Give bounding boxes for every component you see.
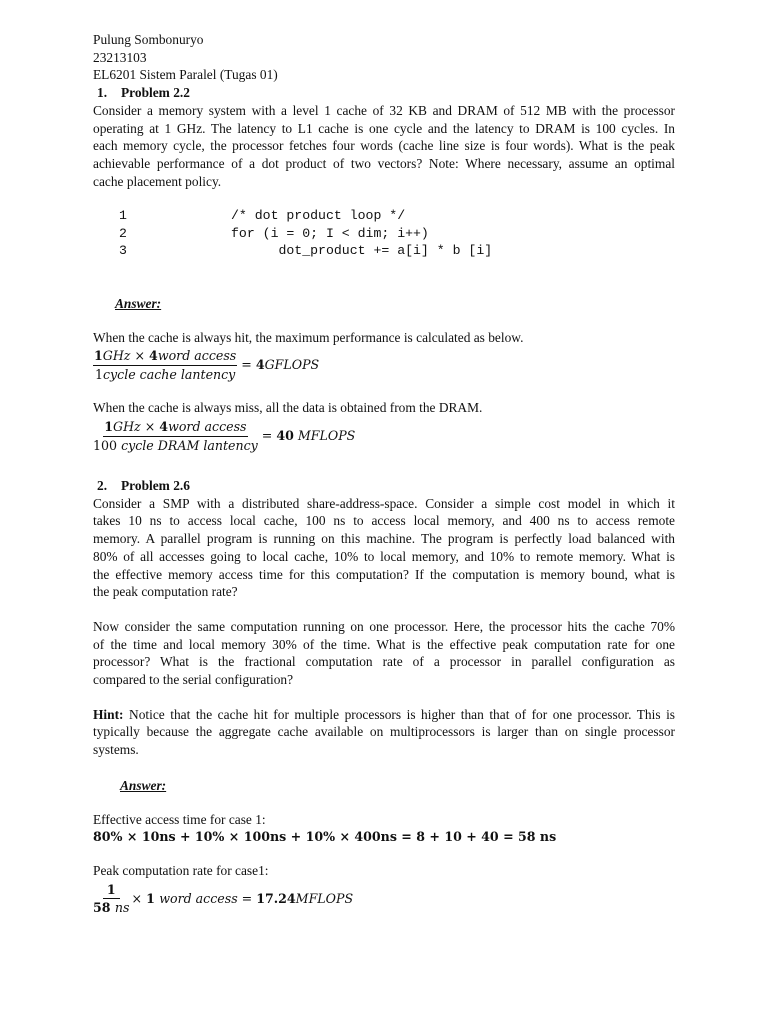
problem-2-single-processor [93, 618, 675, 689]
document-page [93, 31, 675, 918]
answer-label: Answer: [120, 777, 167, 793]
cache-miss-text: When the cache is always miss, all the data is obtained from the DRAM. [93, 400, 483, 416]
statement-line: Consider a SMP with a distributed share-address-space. Consider a simple cost model in which it [93, 495, 675, 511]
problem-1-heading [97, 84, 675, 102]
cache-miss-equation: $\frac{\text{1GHz × 4word access}}{\text{100 cycle DRAM lantency}}$ = 40 MFLOPS [93, 418, 356, 453]
answer-label: Answer: [115, 295, 162, 311]
code-line [119, 225, 675, 242]
problem-1-title: Problem 2.2 [121, 85, 190, 101]
hint-line: Hint: Notice that the cache hit for multiple processors is higher than that of for one processor. This is [93, 706, 675, 722]
case1-time-label: Effective access time for case 1: [93, 811, 266, 827]
statement-line: Consider a memory system with a level 1 cache of 32 KB and DRAM of 512 MB with the processor [93, 102, 675, 118]
hint-line: typically because the aggregate cache available on multiprocessors is larger than on single processor [93, 724, 675, 740]
problem-1-number: 1. [97, 85, 108, 101]
statement-line: the peak computation rate? [93, 584, 238, 600]
hint-label: Hint: [93, 706, 124, 722]
statement-line: 80% of all accesses going to local cache, 10% to local memory, and 10% to remote memory. What is [93, 548, 675, 564]
statement-line: memory. A parallel program is running on this machine. The program is perfectly load balanced with [93, 531, 675, 547]
statement-line: cache placement policy. [93, 173, 222, 189]
code-line-number: 3 [119, 242, 127, 258]
course-title: EL6201 Sistem Paralel (Tugas 01) [93, 67, 278, 83]
statement-line: each memory cycle, the processor fetches four words (cache line size is four words). What is the peak [93, 138, 675, 154]
problem-2-statement [93, 495, 675, 601]
problem-2-number: 2. [97, 478, 108, 494]
code-line-text: dot_product += a[i] * b [i] [231, 242, 493, 258]
cache-hit-text: When the cache is always hit, the maximum performance is calculated as below. [93, 329, 524, 345]
code-line-number: 1 [119, 208, 127, 224]
statement-line: Now consider the same computation running on one processor. Here, the processor hits the cache 70% [93, 618, 675, 634]
code-listing [93, 207, 675, 259]
student-id: 23213103 [93, 49, 147, 65]
problem-2-heading [97, 477, 675, 495]
statement-line: processor? What is the fractional computation rate of a processor in parallel configuration as [93, 654, 675, 670]
statement-line: compared to the serial configuration? [93, 672, 294, 688]
hint-line: systems. [93, 742, 139, 758]
case1-rate-equation: $\frac{1}{58 ns}$ × 1 word access = 17.24MFLOPS [93, 881, 354, 915]
case1-time-equation: 80% × 10ns + 10% × 100ns + 10% × 400ns = 8 + 10 + 40 = 58 ns [93, 829, 557, 845]
author-name: Pulung Sombonuryo [93, 32, 204, 47]
cache-hit-fraction: $\frac{\text{1GHz × 4word access}}{\text{1cycle cache lantency}}$ [94, 347, 237, 382]
problem-2-title: Problem 2.6 [121, 478, 190, 494]
statement-line: operating at 1 GHz. The latency to L1 cache is one cycle and the latency to DRAM is 100 cycles. In [93, 120, 675, 136]
statement-line: the effective memory access time for this computation? If the computation is memory bound, what is [93, 566, 675, 582]
statement-line: of the time and local memory 30% of the time. What is the effective peak computation rate for one [93, 636, 675, 652]
statement-line: takes 10 ns to access local cache, 100 ns to access local memory, and 400 ns to access remote [93, 513, 675, 529]
problem-1-statement [93, 102, 675, 191]
code-line-text: /* dot product loop */ [231, 208, 406, 224]
hint-paragraph [93, 706, 675, 759]
code-line-number: 2 [119, 225, 127, 241]
code-line [119, 242, 675, 259]
cache-miss-fraction: $\frac{\text{1GHz × 4word access}}{\text{100 cycle DRAM lantency}}$ [93, 418, 258, 453]
statement-line: achievable performance of a dot product of two vectors? Note: Where necessary, assume an optimal [93, 155, 675, 171]
code-line [119, 207, 675, 224]
code-line-text: for (i = 0; I < dim; i++) [231, 225, 429, 241]
cache-hit-equation: $\frac{\text{1GHz × 4word access}}{\text{1cycle cache lantency}}$ = 4GFLOPS [94, 347, 320, 382]
case1-rate-label: Peak computation rate for case1: [93, 863, 269, 878]
case1-rate-fraction: $\frac{1}{58 ns}$ [93, 881, 130, 915]
